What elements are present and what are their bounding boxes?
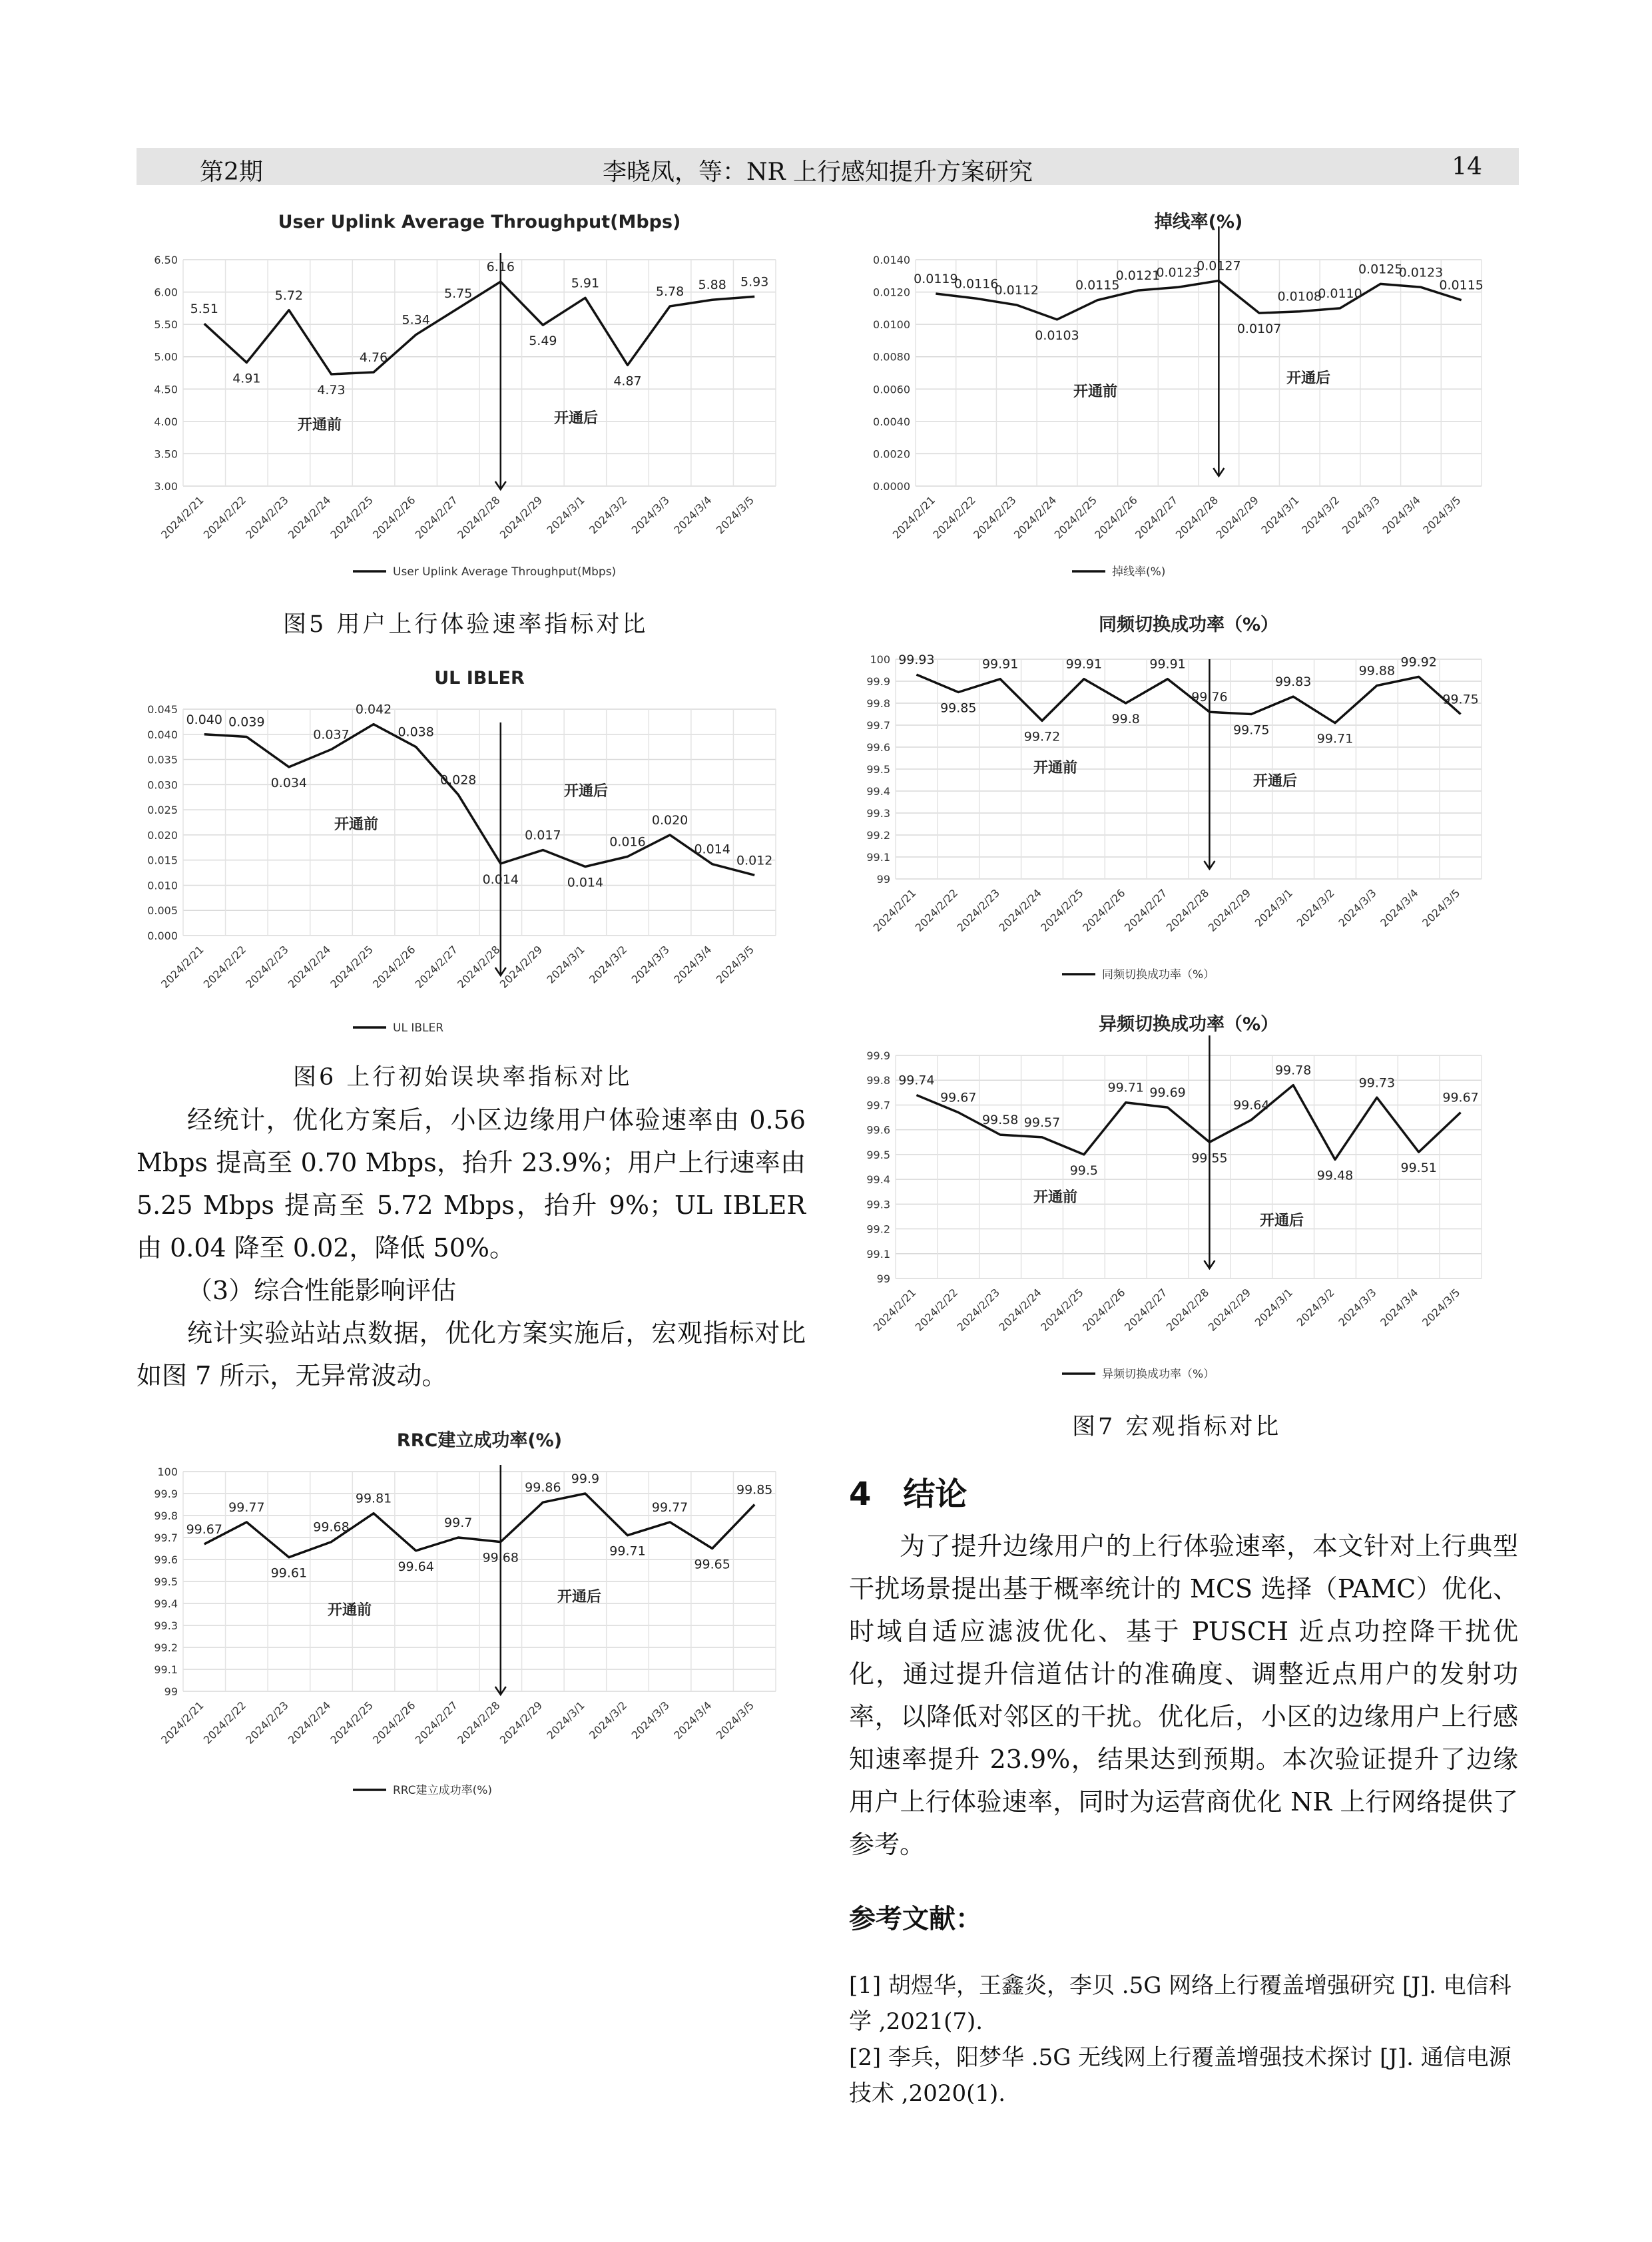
x-tick-label: 2024/2/27 [412, 493, 461, 541]
y-tick-label: 4.00 [154, 415, 178, 428]
chart-title: 掉线率(%) [1154, 212, 1243, 232]
y-tick-label: 99.8 [866, 1074, 890, 1087]
chart-svg [842, 609, 1518, 989]
data-label: 99.81 [355, 1491, 392, 1506]
x-tick-label: 2024/2/21 [158, 493, 206, 541]
annotation-before: 开通前 [334, 816, 379, 833]
x-tick-label: 2024/3/5 [1420, 493, 1464, 537]
y-tick-label: 0.0140 [873, 254, 910, 266]
y-tick-label: 99.4 [866, 1173, 890, 1187]
data-label: 5.72 [274, 288, 304, 303]
data-label: 0.0112 [994, 283, 1039, 298]
data-label: 99.75 [1233, 722, 1270, 738]
data-label: 5.91 [571, 276, 600, 291]
figure-5-caption: 图5 用户上行体验速率指标对比 [283, 611, 649, 638]
results-paragraph: 经统计，优化方案后，小区边缘用户体验速率由 0.56 Mbps 提高至 0.70 Mbps，抬升 23.9%；用户上行速率由 5.25 Mbps 提高至 5.72 Mbps，抬升 9%；UL IBLER 由 0.04 降至 0.02，降低 50%。 [137, 1105, 806, 1262]
y-tick-label: 0.010 [147, 879, 178, 892]
chart-svg [137, 1425, 812, 1805]
x-tick-label: 2024/2/26 [1080, 1286, 1128, 1334]
y-tick-label: 6.50 [154, 254, 178, 266]
y-tick-label: 5.50 [154, 318, 178, 332]
data-label: 99.51 [1400, 1161, 1437, 1176]
data-label: 99.73 [1358, 1075, 1396, 1091]
y-tick-label: 0.025 [147, 804, 178, 817]
data-label: 0.0103 [1035, 328, 1079, 343]
y-tick-label: 100 [157, 1466, 178, 1478]
data-label: 5.75 [444, 286, 473, 301]
data-label: 99.61 [270, 1565, 308, 1581]
data-label: 0.012 [736, 853, 773, 868]
reference-item: [2] 李兵，阳梦华 .5G 无线网上行覆盖增强技术探讨 [J]. 通信电源技术 ,2020(1). [849, 2044, 1512, 2107]
x-tick-label: 2024/2/21 [158, 943, 206, 991]
x-tick-label: 2024/2/21 [158, 1699, 206, 1747]
chart-svg [137, 663, 812, 1042]
x-tick-label: 2024/2/26 [1080, 886, 1128, 934]
legend-label: 异频切换成功率（%） [1102, 1368, 1215, 1381]
data-label: 99.68 [313, 1520, 350, 1535]
data-label: 0.040 [186, 712, 222, 727]
x-tick-label: 2024/3/2 [587, 943, 630, 986]
annotation-after: 开通后 [553, 410, 599, 427]
y-tick-label: 99.9 [154, 1488, 178, 1500]
data-label: 99.85 [736, 1482, 773, 1498]
data-label: 0.0119 [914, 272, 958, 286]
x-tick-label: 2024/2/21 [890, 493, 938, 541]
data-label: 99.77 [228, 1500, 265, 1515]
y-tick-label: 0.0000 [873, 480, 910, 493]
x-tick-label: 2024/3/4 [671, 493, 714, 537]
data-label: 0.039 [228, 714, 265, 730]
y-tick-label: 0.000 [147, 930, 178, 942]
x-tick-label: 2024/2/28 [455, 943, 503, 991]
x-tick-label: 2024/2/26 [1092, 493, 1140, 541]
x-tick-label: 2024/2/23 [954, 886, 1002, 934]
data-label: 0.0123 [1156, 265, 1201, 280]
x-tick-label: 2024/2/26 [370, 493, 418, 541]
data-label: 99.71 [1316, 731, 1354, 746]
x-tick-label: 2024/2/29 [497, 493, 545, 541]
data-label: 99.67 [186, 1522, 222, 1537]
y-tick-label: 99.9 [866, 675, 890, 688]
y-tick-label: 100 [870, 653, 890, 666]
x-tick-label: 2024/3/1 [1252, 1286, 1295, 1329]
data-label: 0.028 [440, 772, 477, 788]
data-label: 6.16 [486, 260, 515, 275]
issue-number: 第2期 [200, 158, 263, 186]
y-tick-label: 0.035 [147, 753, 178, 766]
y-tick-label: 0.0060 [873, 383, 910, 396]
y-tick-label: 99.6 [866, 1123, 890, 1137]
chart-svg [137, 206, 812, 586]
x-tick-label: 2024/2/28 [455, 1699, 503, 1747]
y-tick-label: 99.5 [154, 1575, 178, 1588]
x-tick-label: 2024/3/3 [629, 1699, 672, 1742]
section-4-heading: 4 结论 [849, 1476, 967, 1513]
running-title: 李晓凤，等：NR 上行感知提升方案研究 [603, 158, 1033, 186]
data-label: 0.0125 [1358, 262, 1403, 277]
data-label: 99.64 [1233, 1097, 1270, 1113]
x-tick-label: 2024/3/2 [587, 493, 630, 537]
x-tick-label: 2024/3/5 [713, 493, 757, 537]
annotation-before: 开通前 [1033, 760, 1078, 776]
data-label: 0.014 [567, 875, 604, 890]
annotation-before: 开通前 [1073, 384, 1118, 400]
data-label: 0.034 [270, 775, 308, 790]
data-label: 0.0108 [1277, 289, 1322, 304]
x-tick-label: 2024/3/4 [1380, 493, 1423, 537]
y-tick-label: 99.5 [866, 1148, 890, 1161]
data-label: 99.86 [525, 1480, 561, 1496]
chart-title: 异频切换成功率（%） [1098, 1014, 1279, 1035]
y-tick-label: 99.8 [154, 1510, 178, 1522]
x-tick-label: 2024/2/25 [328, 943, 376, 991]
annotation-after: 开通后 [1252, 773, 1298, 790]
legend-label: 掉线率(%) [1112, 565, 1166, 579]
data-label: 99.5 [1069, 1163, 1099, 1178]
x-tick-label: 2024/3/1 [544, 493, 587, 537]
data-label: 4.87 [613, 374, 642, 389]
x-tick-label: 2024/2/23 [243, 493, 291, 541]
x-tick-label: 2024/2/24 [996, 1286, 1044, 1334]
data-label: 0.017 [525, 828, 561, 843]
x-tick-label: 2024/2/28 [1173, 493, 1221, 541]
y-tick-label: 99.7 [866, 719, 890, 732]
x-tick-label: 2024/2/25 [1038, 1286, 1086, 1334]
x-tick-label: 2024/2/22 [200, 943, 249, 991]
data-label: 0.0121 [1115, 268, 1161, 284]
y-tick-label: 99.2 [866, 829, 890, 842]
chart-ul-ibler [137, 663, 812, 1042]
y-tick-label: 0.0120 [873, 286, 910, 299]
chart-drop-rate [842, 206, 1518, 586]
data-label: 0.0116 [954, 276, 999, 292]
macro-paragraph: 统计实验站站点数据，优化方案实施后，宏观指标对比如图 7 所示，无异常波动。 [137, 1318, 806, 1390]
subsection-heading: （3）综合性能影响评估 [187, 1276, 457, 1305]
y-tick-label: 0.030 [147, 778, 178, 792]
data-label: 0.0110 [1318, 286, 1362, 301]
data-label: 0.014 [482, 872, 519, 887]
data-label: 99.83 [1274, 675, 1312, 690]
chart-svg [842, 206, 1518, 586]
x-tick-label: 2024/3/4 [671, 943, 714, 986]
data-label: 5.88 [698, 278, 726, 293]
page-number: 14 [1452, 153, 1482, 180]
x-tick-label: 2024/3/4 [1378, 1286, 1421, 1329]
x-tick-label: 2024/2/29 [1213, 493, 1261, 541]
x-tick-label: 2024/2/21 [870, 1286, 919, 1334]
x-tick-label: 2024/3/5 [713, 943, 757, 986]
data-label: 99.93 [898, 653, 935, 668]
y-tick-label: 99.4 [866, 785, 890, 798]
data-label: 0.037 [313, 727, 350, 742]
x-tick-label: 2024/2/26 [370, 1699, 418, 1747]
x-tick-label: 2024/3/5 [1420, 1286, 1463, 1329]
data-label: 5.34 [402, 312, 430, 328]
data-label: 99.76 [1191, 690, 1228, 705]
conclusion-paragraph [849, 1525, 1518, 1866]
x-tick-label: 2024/2/25 [328, 493, 376, 541]
chart-inter-freq-handover [842, 1009, 1518, 1388]
y-tick-label: 99.2 [866, 1223, 890, 1236]
y-tick-label: 3.50 [154, 447, 178, 461]
y-tick-label: 99.6 [866, 741, 890, 754]
y-tick-label: 99 [876, 1272, 890, 1285]
y-tick-label: 3.00 [154, 480, 178, 493]
data-label: 5.49 [529, 334, 557, 349]
x-tick-label: 2024/2/22 [912, 886, 961, 934]
x-tick-label: 2024/2/23 [971, 493, 1019, 541]
x-tick-label: 2024/2/29 [497, 943, 545, 991]
data-label: 99.67 [940, 1090, 977, 1105]
x-tick-label: 2024/2/22 [930, 493, 978, 541]
x-tick-label: 2024/2/27 [412, 943, 461, 991]
y-tick-label: 5.00 [154, 350, 178, 364]
y-tick-label: 0.045 [147, 703, 178, 716]
data-label: 0.0127 [1197, 258, 1241, 274]
x-tick-label: 2024/2/24 [996, 886, 1044, 934]
data-label: 99.69 [1149, 1085, 1186, 1101]
x-tick-label: 2024/2/27 [1121, 1286, 1170, 1334]
annotation-after: 开通后 [1286, 370, 1331, 387]
x-tick-label: 2024/2/24 [285, 943, 334, 991]
data-label: 99.7 [444, 1516, 473, 1530]
x-tick-label: 2024/2/28 [1163, 886, 1212, 934]
data-label: 99.71 [609, 1543, 646, 1559]
annotation-before: 开通前 [327, 1602, 372, 1619]
data-label: 99.8 [1111, 712, 1140, 726]
legend-label: UL IBLER [393, 1021, 444, 1035]
x-tick-label: 2024/2/29 [497, 1699, 545, 1747]
y-tick-label: 99.6 [154, 1553, 178, 1566]
data-label: 4.76 [359, 350, 388, 366]
data-label: 99.72 [1023, 729, 1061, 744]
x-tick-label: 2024/2/29 [1205, 886, 1254, 934]
y-tick-label: 99.3 [866, 807, 890, 820]
chart-title: RRC建立成功率(%) [396, 1430, 563, 1451]
y-tick-label: 99.2 [154, 1641, 178, 1654]
data-label: 4.91 [232, 371, 261, 386]
y-tick-label: 0.020 [147, 828, 178, 842]
data-label: 5.78 [655, 284, 685, 299]
annotation-before: 开通前 [297, 417, 342, 433]
chart-svg [842, 1009, 1518, 1388]
left-column-text [137, 1099, 806, 1397]
x-tick-label: 2024/3/2 [587, 1699, 630, 1742]
x-tick-label: 2024/3/1 [544, 1699, 587, 1742]
y-tick-label: 0.040 [147, 728, 178, 741]
data-label: 0.0123 [1398, 265, 1444, 280]
y-tick-label: 99.3 [154, 1619, 178, 1632]
references-list [849, 1968, 1518, 2111]
data-label: 0.038 [398, 724, 434, 740]
chart-title: 同频切换成功率（%） [1098, 615, 1279, 635]
data-label: 99.85 [940, 701, 977, 716]
data-label: 99.91 [1149, 657, 1186, 672]
data-label: 99.77 [651, 1500, 688, 1515]
data-label: 99.55 [1191, 1151, 1228, 1166]
data-label: 5.51 [190, 302, 218, 317]
x-tick-label: 2024/3/3 [1339, 493, 1383, 537]
data-label: 99.68 [482, 1550, 519, 1565]
x-tick-label: 2024/2/24 [1011, 493, 1059, 541]
data-label: 99.67 [1442, 1090, 1479, 1105]
data-label: 4.73 [317, 382, 346, 398]
x-tick-label: 2024/3/5 [713, 1699, 757, 1742]
x-tick-label: 2024/2/23 [243, 1699, 291, 1747]
y-tick-label: 0.015 [147, 854, 178, 867]
x-tick-label: 2024/2/22 [200, 1699, 249, 1747]
x-tick-label: 2024/2/25 [1051, 493, 1100, 541]
data-label: 0.0115 [1075, 278, 1120, 293]
y-tick-label: 99.3 [866, 1198, 890, 1211]
x-tick-label: 2024/3/5 [1420, 886, 1463, 930]
reference-item: [1] 胡煜华，王鑫炎，李贝 .5G 网络上行覆盖增强研究 [J]. 电信科学 ,2021(7). [849, 1972, 1512, 2035]
x-tick-label: 2024/2/24 [285, 1699, 334, 1747]
data-label: 99.65 [694, 1557, 730, 1572]
data-label: 0.016 [609, 834, 646, 850]
x-tick-label: 2024/3/2 [1299, 493, 1342, 537]
data-label: 99.91 [981, 657, 1019, 672]
x-tick-label: 2024/2/28 [455, 493, 503, 541]
data-label: 0.020 [651, 812, 688, 828]
data-label: 99.92 [1400, 655, 1437, 670]
data-label: 99.48 [1316, 1168, 1354, 1183]
x-tick-label: 2024/3/3 [1336, 886, 1379, 930]
x-tick-label: 2024/3/1 [1252, 886, 1295, 930]
data-label: 0.0107 [1237, 322, 1282, 337]
x-tick-label: 2024/2/25 [328, 1699, 376, 1747]
y-tick-label: 0.0100 [873, 318, 910, 332]
x-tick-label: 2024/3/4 [671, 1699, 714, 1742]
annotation-after: 开通后 [557, 1589, 602, 1605]
x-tick-label: 2024/3/3 [629, 493, 672, 537]
y-tick-label: 99 [164, 1685, 178, 1698]
y-tick-label: 6.00 [154, 286, 178, 299]
x-tick-label: 2024/2/25 [1038, 886, 1086, 934]
chart-title: User Uplink Average Throughput(Mbps) [278, 212, 681, 232]
x-tick-label: 2024/3/2 [1294, 1286, 1337, 1329]
annotation-after: 开通后 [563, 783, 609, 800]
x-tick-label: 2024/3/1 [1258, 493, 1302, 537]
y-tick-label: 99.7 [866, 1099, 890, 1112]
figure-7-caption: 图7 宏观指标对比 [1072, 1414, 1282, 1440]
x-tick-label: 2024/2/22 [200, 493, 249, 541]
conclusion-text: 为了提升边缘用户的上行体验速率，本文针对上行典型干扰场景提出基于概率统计的 MCS 选择（PAMC）优化、时域自适应滤波优化、基于 PUSCH 近点功控降干扰优化，通过提升信道估计的准确度、调整近点用户的发射功率，以降低对邻区的干扰。优化后，小区的边缘用户上行感知速率提升 23.9%，结果达到预期。本次验证提升了边缘用户上行体验速率，同时为运营商优化 NR 上行网络提供了参考。 [849, 1532, 1518, 1859]
annotation-after: 开通后 [1259, 1213, 1304, 1229]
y-tick-label: 0.0080 [873, 350, 910, 364]
y-tick-label: 99.4 [154, 1597, 178, 1610]
x-tick-label: 2024/3/4 [1378, 886, 1421, 930]
annotation-before: 开通前 [1033, 1189, 1078, 1206]
legend-label: User Uplink Average Throughput(Mbps) [393, 565, 617, 579]
y-tick-label: 99.8 [866, 697, 890, 710]
x-tick-label: 2024/2/28 [1163, 1286, 1212, 1334]
chart-uplink-throughput [137, 206, 812, 586]
y-tick-label: 99 [876, 873, 890, 886]
y-tick-label: 99.5 [866, 763, 890, 776]
data-label: 99.64 [398, 1559, 434, 1574]
chart-title: UL IBLER [434, 668, 525, 689]
x-tick-label: 2024/3/2 [1294, 886, 1337, 930]
y-tick-label: 99.7 [154, 1532, 178, 1544]
chart-intra-freq-handover [842, 609, 1518, 989]
x-tick-label: 2024/2/26 [370, 943, 418, 991]
data-label: 99.91 [1065, 657, 1103, 672]
y-tick-label: 99.1 [154, 1663, 178, 1676]
data-label: 0.0115 [1439, 278, 1484, 293]
data-label: 99.78 [1274, 1063, 1312, 1078]
x-tick-label: 2024/2/22 [912, 1286, 961, 1334]
legend-label: 同频切换成功率（%） [1102, 968, 1215, 981]
y-tick-label: 0.005 [147, 904, 178, 918]
data-label: 5.93 [740, 274, 769, 290]
x-tick-label: 2024/3/1 [544, 943, 587, 986]
data-label: 0.014 [694, 842, 730, 857]
data-label: 99.57 [1023, 1115, 1061, 1130]
x-tick-label: 2024/3/3 [629, 943, 672, 986]
chart-rrc-setup [137, 1425, 812, 1805]
y-tick-label: 99.1 [866, 1247, 890, 1261]
y-tick-label: 0.0040 [873, 415, 910, 428]
x-tick-label: 2024/2/29 [1205, 1286, 1254, 1334]
y-tick-label: 0.0020 [873, 447, 910, 461]
data-label: 99.88 [1358, 663, 1396, 679]
data-label: 99.9 [571, 1472, 600, 1486]
data-label: 99.71 [1107, 1080, 1144, 1095]
x-tick-label: 2024/2/24 [285, 493, 334, 541]
y-tick-label: 99.9 [866, 1049, 890, 1062]
y-tick-label: 4.50 [154, 383, 178, 396]
y-tick-label: 99.1 [866, 851, 890, 864]
legend-label: RRC建立成功率(%) [393, 1784, 493, 1797]
x-tick-label: 2024/2/23 [954, 1286, 1002, 1334]
x-tick-label: 2024/2/27 [1133, 493, 1181, 541]
x-tick-label: 2024/2/27 [1121, 886, 1170, 934]
data-label: 99.58 [981, 1113, 1019, 1128]
data-label: 99.74 [898, 1073, 935, 1088]
x-tick-label: 2024/2/21 [870, 886, 919, 934]
running-header [137, 148, 1519, 185]
x-tick-label: 2024/3/3 [1336, 1286, 1379, 1329]
x-tick-label: 2024/2/27 [412, 1699, 461, 1747]
data-label: 0.042 [355, 702, 392, 717]
figure-6-caption: 图6 上行初始误块率指标对比 [293, 1064, 633, 1091]
data-label: 99.75 [1442, 692, 1479, 707]
x-tick-label: 2024/2/23 [243, 943, 291, 991]
references-title: 参考文献： [849, 1904, 982, 1934]
